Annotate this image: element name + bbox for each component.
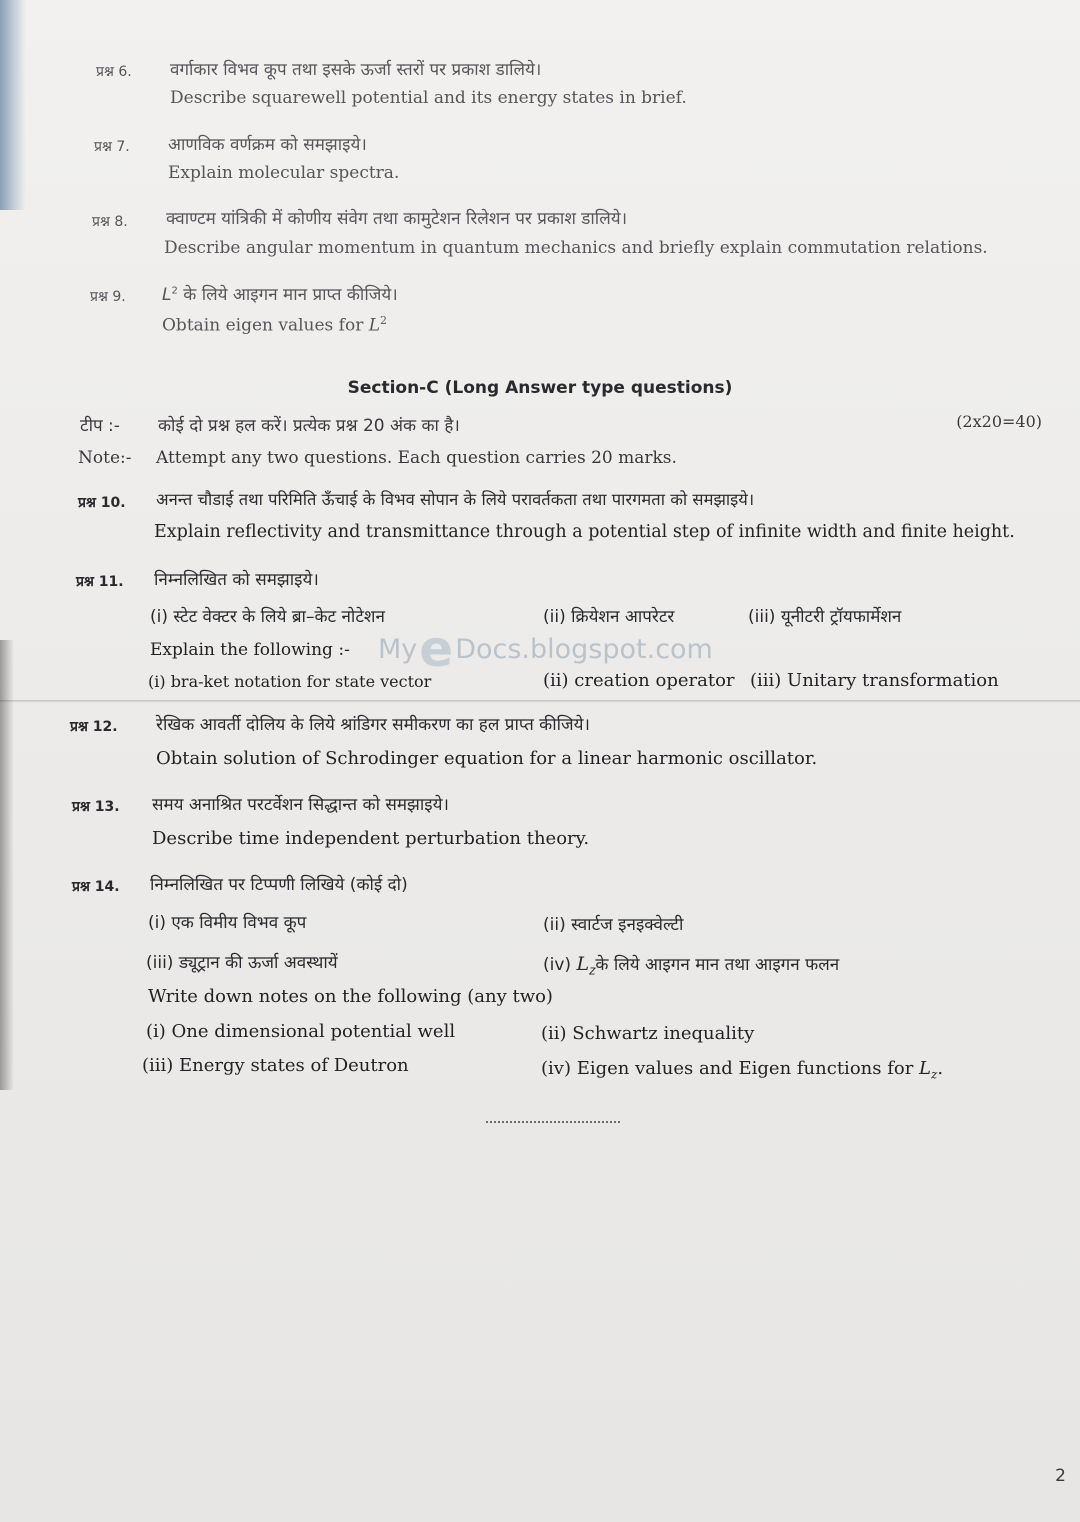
english-item-2: (ii) Schwartz inequality — [541, 1023, 755, 1044]
note-text: Attempt any two questions. Each question carries 20 marks. — [156, 448, 677, 468]
hindi-item-4: (iv) $L_zके$ लिये आइगन मान तथा आइगन फलन — [543, 953, 840, 978]
hindi-item-3: (iii) ड्यूट्रान की ऊर्जा अवस्थायें — [146, 953, 338, 973]
question-text-hindi: समय अनाश्रित परटर्वेशन सिद्धान्त को समझाइये। — [152, 795, 449, 815]
question-text-hindi: रेखिक आवर्ती दोलिय के लिये श्रांडिगर समीकरण का हल प्राप्त कीजिये। — [156, 715, 590, 735]
question-number: प्रश्न 8. — [92, 214, 128, 230]
hindi-item-3: (iii) यूनीटरी ट्रॉयफार्मेशन — [748, 607, 902, 627]
english-item-1: (i) bra-ket notation for state vector — [148, 672, 432, 691]
question-text-english: Describe time independent perturbation theory. — [152, 828, 590, 849]
question-number: प्रश्न 12. — [70, 719, 118, 735]
question-number: प्रश्न 6. — [96, 64, 132, 80]
question-text-hindi: निम्नलिखित को समझाइये। — [154, 570, 319, 590]
watermark-e-logo: e — [419, 620, 454, 678]
question-text-hindi: निम्नलिखित पर टिप्पणी लिखिये (कोई दो) — [150, 875, 408, 895]
english-item-4: (iv) Eigen values and Eigen functions for $L_z$. — [541, 1058, 944, 1082]
page-edge-shadow-lower — [0, 640, 14, 1090]
question-number: प्रश्न 10. — [78, 495, 126, 511]
question-number: प्रश्न 11. — [76, 574, 124, 590]
end-divider — [486, 1121, 620, 1123]
question-text-hindi: वर्गाकार विभव कूप तथा इसके ऊर्जा स्तरों पर प्रकाश डालिये। — [170, 60, 542, 80]
english-item-2: (ii) creation operator — [543, 670, 735, 691]
question-number: प्रश्न 7. — [94, 139, 130, 155]
tip-text: कोई दो प्रश्न हल करें। प्रत्येक प्रश्न 20 अंक का है। — [158, 416, 460, 436]
question-text-hindi: अनन्त चौडाई तथा परिमिति ऊँचाई के विभव सोपान के लिये परावर्तकता तथा पारगमता को समझाइये। — [156, 490, 755, 509]
math-symbol: L — [576, 953, 590, 975]
watermark-text: MyeDocs.blogspot.com — [378, 620, 713, 678]
question-text-english: Explain molecular spectra. — [168, 163, 400, 183]
tip-label: टीप :- — [80, 416, 120, 436]
math-symbol: L — [162, 285, 172, 305]
section-title: Section-C (Long Answer type questions) — [347, 378, 733, 398]
hindi-item-1: (i) एक विमीय विभव कूप — [148, 913, 307, 933]
question-text-english: Explain reflectivity and transmittance through a potential step of infinite width and finite height. — [154, 522, 1015, 542]
page-edge-shadow — [0, 0, 26, 210]
question-text-hindi: क्वाण्टम यांत्रिकी में कोणीय संवेग तथा कामुटेशन रिलेशन पर प्रकाश डालिये। — [166, 209, 628, 229]
question-text-english: Describe angular momentum in quantum mechanics and briefly explain commutation relations. — [164, 238, 988, 258]
question-text-english: Explain the following :- — [150, 640, 350, 660]
hindi-item-2: (ii) क्रियेशन आपरेटर — [543, 607, 675, 627]
math-symbol: L — [368, 315, 381, 336]
paper-fold-line — [0, 700, 1080, 703]
question-text-english: Obtain eigen values for $L^2$ — [162, 314, 388, 336]
question-number: प्रश्न 9. — [90, 289, 126, 305]
english-item-3: (iii) Unitary transformation — [750, 670, 999, 691]
question-number: प्रश्न 13. — [72, 799, 120, 815]
question-text-english: Obtain solution of Schrodinger equation for a linear harmonic oscillator. — [156, 748, 818, 769]
question-text-hindi: आणविक वर्णक्रम को समझाइये। — [168, 135, 367, 155]
page-number: 2 — [1055, 1466, 1066, 1486]
english-item-1: (i) One dimensional potential well — [146, 1021, 456, 1042]
marks-allocation: (2x20=40) — [956, 412, 1042, 431]
question-text-english: Write down notes on the following (any two) — [148, 986, 553, 1007]
english-item-3: (iii) Energy states of Deutron — [142, 1055, 409, 1076]
math-symbol: L — [919, 1058, 931, 1079]
hindi-item-1: (i) स्टेट वेक्टर के लिये ब्रा–केट नोटेशन — [150, 607, 385, 627]
hindi-item-2: (ii) स्वार्टज इनइक्वेल्टी — [543, 915, 684, 935]
question-number: प्रश्न 14. — [72, 879, 120, 895]
question-text-english: Describe squarewell potential and its energy states in brief. — [170, 88, 687, 108]
question-text-hindi: $L^2$ के लिये आइगन मान प्राप्त कीजिये। — [162, 285, 398, 305]
note-label: Note:- — [78, 448, 132, 468]
